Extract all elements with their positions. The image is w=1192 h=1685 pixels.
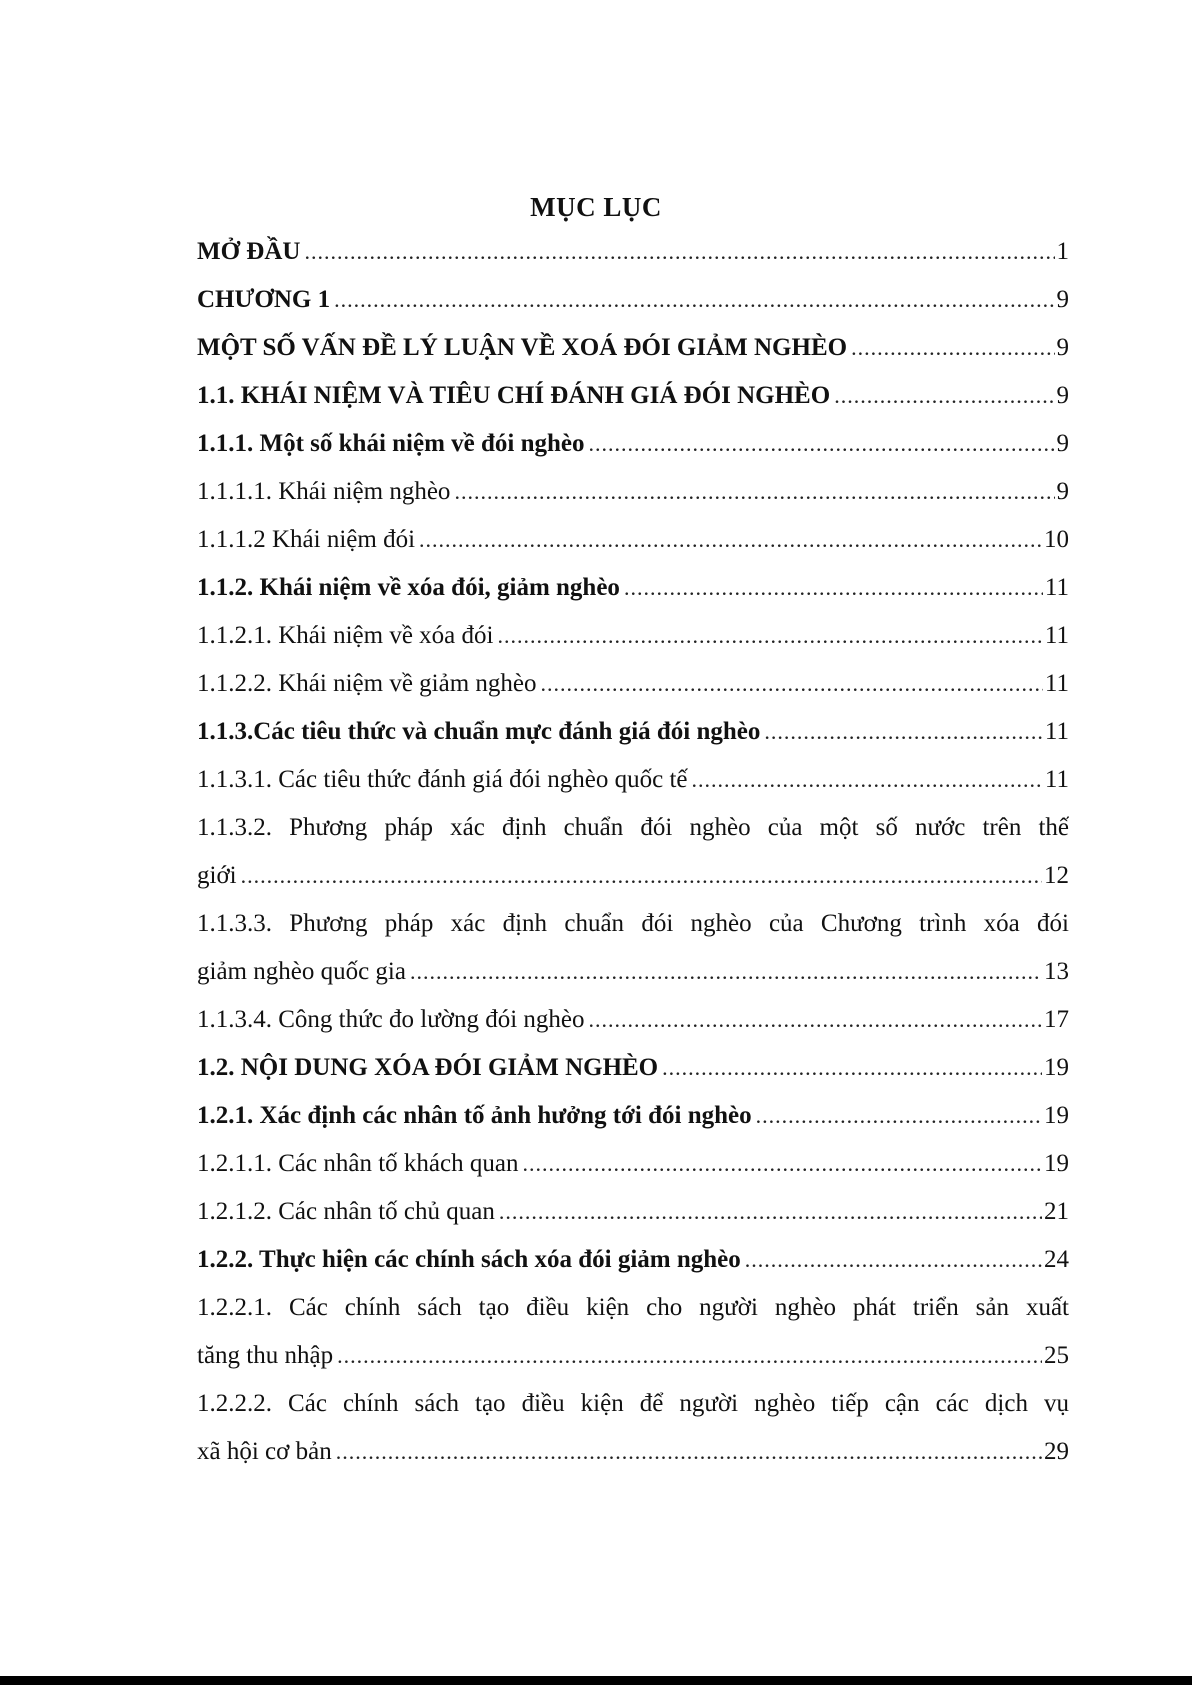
toc-entry-label: 1.1.3.3. Phương pháp xác định chuẩn đói nghèo của Chương trình xóa đói [197, 910, 1069, 937]
toc-entry[interactable] [197, 756, 1069, 804]
toc-entry[interactable] [197, 900, 1069, 996]
toc-entry-label: 1.1.1.2 Khái niệm đói [197, 526, 416, 553]
toc-dot-leader [692, 756, 1043, 804]
toc-page-number: 21 [1044, 1198, 1069, 1225]
toc-dot-leader [497, 612, 1042, 660]
toc-dot-leader [336, 1428, 1042, 1476]
toc-dot-leader [624, 564, 1043, 612]
toc-dot-leader [334, 276, 1054, 324]
toc-entry-label: 1.1.1. Một số khái niệm về đói nghèo [197, 430, 585, 457]
toc-entry[interactable] [197, 372, 1069, 420]
toc-entry-label-continued: giới [197, 862, 237, 889]
toc-page-number: 11 [1044, 622, 1069, 649]
toc-entry[interactable] [197, 612, 1069, 660]
toc-page-number: 9 [1056, 478, 1069, 505]
toc-entry-label: 1.2.2. Thực hiện các chính sách xóa đói giảm nghèo [197, 1246, 741, 1273]
toc-entry-label: 1.2.1.2. Các nhân tố chủ quan [197, 1198, 495, 1225]
toc-entry[interactable] [197, 804, 1069, 900]
toc-entry[interactable] [197, 324, 1069, 372]
toc-page-number: 25 [1044, 1342, 1069, 1369]
toc-dot-leader [541, 660, 1043, 708]
toc-entry[interactable] [197, 1380, 1069, 1476]
toc-entry-label: 1.1.2. Khái niệm về xóa đói, giảm nghèo [197, 574, 620, 601]
toc-entry[interactable] [197, 660, 1069, 708]
toc-dot-leader [745, 1236, 1042, 1284]
toc-dot-leader [499, 1188, 1042, 1236]
toc-page-number: 11 [1044, 718, 1069, 745]
toc-entry[interactable] [197, 516, 1069, 564]
toc-entry-label: 1.1.2.1. Khái niệm về xóa đói [197, 622, 494, 649]
toc-dot-leader [589, 996, 1042, 1044]
toc-entry[interactable] [197, 708, 1069, 756]
toc-entry[interactable] [197, 1284, 1069, 1380]
toc-entry[interactable] [197, 1140, 1069, 1188]
toc-dot-leader [589, 420, 1055, 468]
toc-dot-leader [756, 1092, 1042, 1140]
toc-page-number: 19 [1044, 1054, 1069, 1081]
toc-dot-leader [522, 1140, 1042, 1188]
toc-entry[interactable] [197, 1044, 1069, 1092]
toc-dot-leader [419, 516, 1042, 564]
toc-page-number: 11 [1044, 670, 1069, 697]
toc-page-number: 9 [1056, 382, 1069, 409]
toc-dot-leader [764, 708, 1043, 756]
toc-entry-label: MỘT SỐ VẤN ĐỀ LÝ LUẬN VỀ XOÁ ĐÓI GIẢM NGHÈO [197, 334, 848, 361]
toc-dot-leader [410, 948, 1042, 996]
toc-entry-label: 1.1.3.2. Phương pháp xác định chuẩn đói nghèo của một số nước trên thế [197, 814, 1069, 841]
toc-entry[interactable] [197, 1236, 1069, 1284]
toc-entry-label: 1.1.2.2. Khái niệm về giảm nghèo [197, 670, 537, 697]
toc-title: MỤC LỤC [530, 192, 662, 222]
toc-entry[interactable] [197, 1188, 1069, 1236]
toc-entry-label: MỞ ĐẦU [197, 238, 301, 265]
toc-entry-label-continued: giảm nghèo quốc gia [197, 958, 406, 985]
toc-entry-label: 1.2.2.1. Các chính sách tạo điều kiện cho người nghèo phát triển sản xuất [197, 1294, 1069, 1321]
toc-entry[interactable] [197, 420, 1069, 468]
toc-entry-label: 1.1.3.4. Công thức đo lường đói nghèo [197, 1006, 585, 1033]
toc-page-number: 13 [1044, 958, 1069, 985]
toc-entry[interactable] [197, 996, 1069, 1044]
toc-dot-leader [834, 372, 1054, 420]
toc-page-number: 29 [1044, 1438, 1069, 1465]
toc-entry-label: 1.2. NỘI DUNG XÓA ĐÓI GIẢM NGHÈO [197, 1054, 659, 1081]
toc-entry-label-continued: tăng thu nhập [197, 1342, 334, 1369]
toc-entry-label: CHƯƠNG 1 [197, 286, 331, 313]
toc-page-number: 11 [1044, 574, 1069, 601]
toc-page-number: 1 [1056, 238, 1069, 265]
toc-entry-label: 1.2.1.1. Các nhân tố khách quan [197, 1150, 519, 1177]
toc-entry-label: 1.1.3.1. Các tiêu thức đánh giá đói nghèo quốc tế [197, 766, 688, 793]
toc-dot-leader [241, 852, 1042, 900]
toc-entry-label-continued: xã hội cơ bản [197, 1438, 332, 1465]
toc-entry-label: 1.1. KHÁI NIỆM VÀ TIÊU CHÍ ĐÁNH GIÁ ĐÓI NGHÈO [197, 382, 831, 409]
toc-dot-leader [337, 1332, 1042, 1380]
toc-page-number: 24 [1044, 1246, 1069, 1273]
toc-dot-leader [662, 1044, 1042, 1092]
toc-dot-leader [851, 324, 1054, 372]
toc-page-number: 11 [1044, 766, 1069, 793]
toc-page-number: 9 [1056, 430, 1069, 457]
toc-page-number: 17 [1044, 1006, 1069, 1033]
toc-page-number: 9 [1056, 334, 1069, 361]
toc-page-number: 19 [1044, 1102, 1069, 1129]
toc-page-number: 12 [1044, 862, 1069, 889]
toc-entry-label: 1.2.2.2. Các chính sách tạo điều kiện để người nghèo tiếp cận các dịch vụ [197, 1390, 1069, 1417]
bottom-edge-rule [0, 1676, 1192, 1685]
toc-page-number: 19 [1044, 1150, 1069, 1177]
toc-entry[interactable] [197, 276, 1069, 324]
toc-entry[interactable] [197, 564, 1069, 612]
toc-entry-label: 1.2.1. Xác định các nhân tố ảnh hưởng tới đói nghèo [197, 1102, 752, 1129]
toc-entry-label: 1.1.1.1. Khái niệm nghèo [197, 478, 451, 505]
toc-entry[interactable] [197, 228, 1069, 276]
toc-entry[interactable] [197, 468, 1069, 516]
toc-entry-label: 1.1.3.Các tiêu thức và chuẩn mực đánh giá đói nghèo [197, 718, 761, 745]
toc-dot-leader [304, 228, 1054, 276]
toc-dot-leader [454, 468, 1054, 516]
toc-page-number: 10 [1044, 526, 1069, 553]
table-of-contents [197, 228, 1069, 1476]
toc-entry[interactable] [197, 1092, 1069, 1140]
toc-page-number: 9 [1056, 286, 1069, 313]
